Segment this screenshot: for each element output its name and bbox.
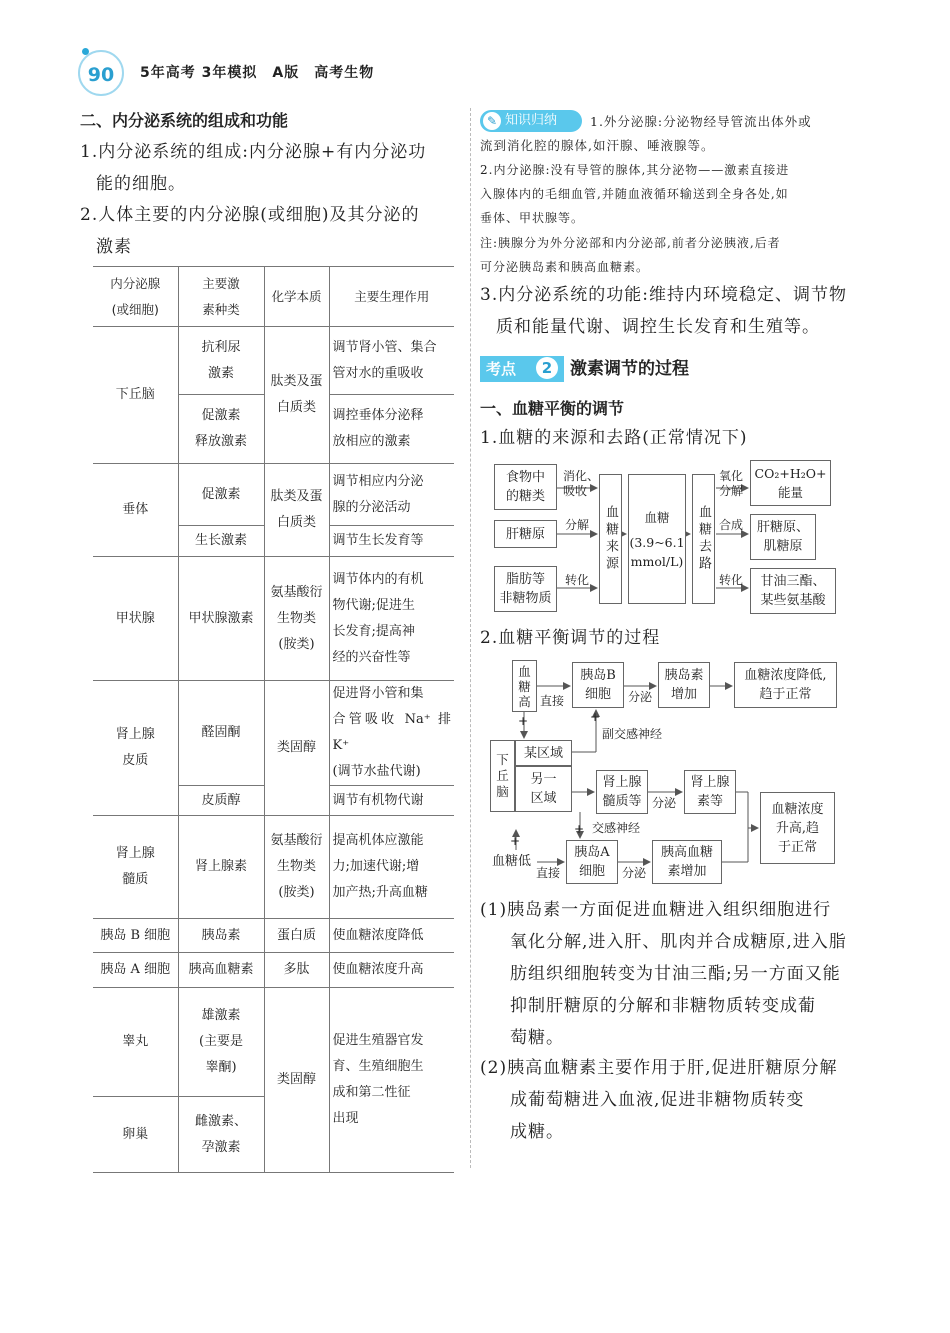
label-sympathetic: 交感神经 xyxy=(592,821,641,835)
cell-hormone: 胰高血糖素 xyxy=(178,953,264,988)
item-1-heading: 1.血糖的来源和去路(正常情况下) xyxy=(480,428,748,448)
label-secrete-2: 分泌 xyxy=(652,796,677,810)
note-1-line: 流到消化腔的腺体,如汗腺、唾液腺等。 xyxy=(480,138,715,153)
paragraph-3-line: 质和能量代谢、调控生长发育和生殖等。 xyxy=(496,317,820,337)
cell-hormone: 醛固酮 xyxy=(178,681,264,786)
cell-nature: 类固醇 xyxy=(264,988,329,1173)
plus-sign: + xyxy=(510,834,521,848)
label-digest: 消化、 吸收 xyxy=(563,469,600,498)
food-carbs-box: 食物中 的糖类 xyxy=(494,464,557,510)
kaodian-label: 考点 xyxy=(486,360,517,378)
cell-function: 调节肾小管、集合 管对水的重吸收 xyxy=(329,327,454,395)
cell-function: 促进肾小管和集 合管吸收 Na⁺ 排 K⁺ (调节水盐代谢) xyxy=(329,681,454,786)
paragraph-insulin xyxy=(480,894,847,1054)
cell-nature: 氨基酸衍 生物类 (胺类) xyxy=(264,557,329,681)
paragraph-1-line: 能的细胞。 xyxy=(96,174,186,194)
paragraph-2-line: 激素 xyxy=(96,237,132,257)
cell-gland: 胰岛 A 细胞 xyxy=(93,953,178,988)
paragraph-insulin-line: 抑制肝糖原的分解和非糖物质转变成葡 xyxy=(510,996,816,1016)
subsection-title: 一、血糖平衡的调节 xyxy=(480,399,625,418)
cell-function: 调节相应内分泌 腺的分泌活动 xyxy=(329,464,454,526)
note-3-line: 注:胰腺分为外分泌部和内分泌部,前者分泌胰液,后者 xyxy=(480,236,781,250)
cell-gland: 睾丸 xyxy=(93,988,178,1097)
page-number: 90 xyxy=(87,64,115,86)
label-convert-2: 转化 xyxy=(719,573,744,587)
note-2-line: 入腺体内的毛细血管,并随血液循环输送到全身各处,如 xyxy=(480,187,789,201)
cell-nature: 氨基酸衍 生物类 (胺类) xyxy=(264,816,329,919)
area-1-box: 某区域 xyxy=(515,740,572,766)
paragraph-glucagon xyxy=(480,1052,837,1148)
paragraph-glucagon-line: (2)胰高血糖素主要作用于肝,促进肝糖原分解 xyxy=(480,1058,838,1078)
col-header-function: 主要生理作用 xyxy=(329,267,454,327)
cell-hormone: 肾上腺素 xyxy=(178,816,264,919)
glucose-source-box: 血糖来源 xyxy=(599,474,622,604)
col-header-nature: 化学本质 xyxy=(264,267,329,327)
note-1-line: 1.外分泌腺:分泌物经导管流出体外或 xyxy=(590,114,812,129)
area-2-box: 另一 区域 xyxy=(515,766,572,812)
paragraph-glucagon-line: 成葡萄糖进入血液,促进非糖物质转变 xyxy=(510,1090,805,1110)
note-2-line: 垂体、甲状腺等。 xyxy=(480,211,585,225)
cell-gland: 胰岛 B 细胞 xyxy=(93,919,178,953)
plus-sign: + xyxy=(590,710,601,724)
label-secrete-1: 分泌 xyxy=(628,690,653,704)
cell-function: 使血糖浓度升高 xyxy=(329,953,454,988)
paragraph-glucagon-line: 成糖。 xyxy=(510,1122,564,1142)
insulin-increase-box: 胰岛素 增加 xyxy=(658,662,710,708)
note-3-line: 可分泌胰岛素和胰高血糖素。 xyxy=(480,260,650,274)
high-glucose-box: 血糖高 xyxy=(512,660,537,712)
adrenal-medulla-box: 肾上腺 髓质等 xyxy=(596,770,648,814)
cell-gland: 垂体 xyxy=(93,464,178,557)
cell-hormone: 生长激素 xyxy=(178,526,264,557)
paragraph-insulin-line: 氧化分解,进入肝、肌肉并合成糖原,进入脂 xyxy=(510,932,847,952)
low-glucose-label: 血糖低 xyxy=(492,854,532,869)
cell-function: 调节生长发育等 xyxy=(329,526,454,557)
liver-glycogen-box: 肝糖原 xyxy=(494,520,557,548)
paragraph-insulin-line: (1)胰岛素一方面促进血糖进入组织细胞进行 xyxy=(480,900,832,920)
plus-sign: + xyxy=(574,822,585,836)
paragraph-insulin-line: 萄糖。 xyxy=(510,1028,564,1048)
blood-glucose-center-box: 血糖 (3.9~6.1 mmol/L) xyxy=(628,474,686,604)
glucose-decrease-result-box: 血糖浓度降低, 趋于正常 xyxy=(734,662,837,708)
cell-gland: 甲状腺 xyxy=(93,557,178,681)
paragraph-1-line: 1.内分泌系统的组成:内分泌腺+有内分泌功 xyxy=(80,142,427,162)
cell-nature: 类固醇 xyxy=(264,681,329,816)
plus-sign: + xyxy=(518,714,529,728)
triglyceride-aminoacid-box: 甘油三酯、 某些氨基酸 xyxy=(750,568,836,614)
glucagon-increase-box: 胰高血糖 素增加 xyxy=(652,840,722,884)
alpha-cell-box: 胰岛A 细胞 xyxy=(566,840,618,884)
cell-nature: 肽类及蛋 白质类 xyxy=(264,464,329,557)
item-2-heading: 2.血糖平衡调节的过程 xyxy=(480,628,661,648)
label-parasympathetic: 副交感神经 xyxy=(602,727,663,741)
glycogen-output-box: 肝糖原、 肌糖原 xyxy=(750,514,816,560)
knowledge-summary-label: 知识归纳 xyxy=(505,113,558,128)
cell-hormone: 抗利尿 激素 xyxy=(178,327,264,395)
cell-nature: 蛋白质 xyxy=(264,919,329,953)
kaodian-title: 激素调节的过程 xyxy=(570,359,689,379)
label-convert: 转化 xyxy=(565,573,590,587)
col-header-gland: 内分泌腺 (或细胞) xyxy=(93,267,178,327)
fat-noncarb-box: 脂肪等 非糖物质 xyxy=(494,566,557,612)
paragraph-2-line: 2.人体主要的内分泌腺(或细胞)及其分泌的 xyxy=(80,205,420,225)
cell-hormone: 雄激素 (主要是 睾酮) xyxy=(178,988,264,1097)
cell-nature: 肽类及蛋 白质类 xyxy=(264,327,329,464)
section-title: 二、内分泌系统的组成和功能 xyxy=(80,111,289,130)
cell-nature: 多肽 xyxy=(264,953,329,988)
note-2-line: 2.内分泌腺:没有导管的腺体,其分泌物——激素直接进 xyxy=(480,163,790,177)
cell-gland: 卵巢 xyxy=(93,1097,178,1173)
cell-hormone: 促激素 释放激素 xyxy=(178,395,264,464)
cell-hormone: 皮质醇 xyxy=(178,786,264,816)
glucose-sink-box: 血糖去路 xyxy=(692,474,715,604)
cell-function: 使血糖浓度降低 xyxy=(329,919,454,953)
cell-function: 调控垂体分泌释 放相应的激素 xyxy=(329,395,454,464)
label-direct-1: 直接 xyxy=(540,694,565,708)
cell-function: 调节有机物代谢 xyxy=(329,786,454,816)
cell-hormone: 甲状腺激素 xyxy=(178,557,264,681)
hypothalamus-box: 下丘脑 xyxy=(490,740,515,812)
kaodian-number: 2 xyxy=(536,357,558,379)
label-oxidize: 氧化 分解 xyxy=(719,469,744,498)
paragraph-insulin-line: 肪组织细胞转变为甘油三酯;另一方面又能 xyxy=(510,964,841,984)
cell-gland: 肾上腺 皮质 xyxy=(93,681,178,816)
cell-gland: 肾上腺 髓质 xyxy=(93,816,178,919)
cell-function: 提高机体应激能 力;加速代谢;增 加产热;升高血糖 xyxy=(329,816,454,919)
cell-function: 调节体内的有机 物代谢;促进生 长发育;提高神 经的兴奋性等 xyxy=(329,557,454,681)
cell-gland: 下丘脑 xyxy=(93,327,178,464)
label-direct-2: 直接 xyxy=(536,866,561,880)
cell-hormone: 雌激素、 孕激素 xyxy=(178,1097,264,1173)
co2-water-energy-box: CO₂+H₂O+ 能量 xyxy=(750,460,831,506)
paragraph-3-line: 3.内分泌系统的功能:维持内环境稳定、调节物 xyxy=(480,285,847,305)
label-synthesize: 合成 xyxy=(719,518,744,532)
adrenaline-box: 肾上腺 素等 xyxy=(684,770,736,814)
cell-hormone: 促激素 xyxy=(178,464,264,526)
glucose-increase-result-box: 血糖浓度 升高,趋 于正常 xyxy=(760,792,835,864)
label-secrete-3: 分泌 xyxy=(622,866,647,880)
bulb-icon: ✎ xyxy=(483,112,501,130)
cell-function: 促进生殖器官发 育、生殖细胞生 成和第二性征 出现 xyxy=(329,988,454,1173)
cell-hormone: 胰岛素 xyxy=(178,919,264,953)
col-header-hormone: 主要激 素种类 xyxy=(178,267,264,327)
label-decompose: 分解 xyxy=(565,518,590,532)
running-header: 5年高考 3年模拟 A版 高考生物 xyxy=(140,65,375,81)
beta-cell-box: 胰岛B 细胞 xyxy=(572,662,624,708)
